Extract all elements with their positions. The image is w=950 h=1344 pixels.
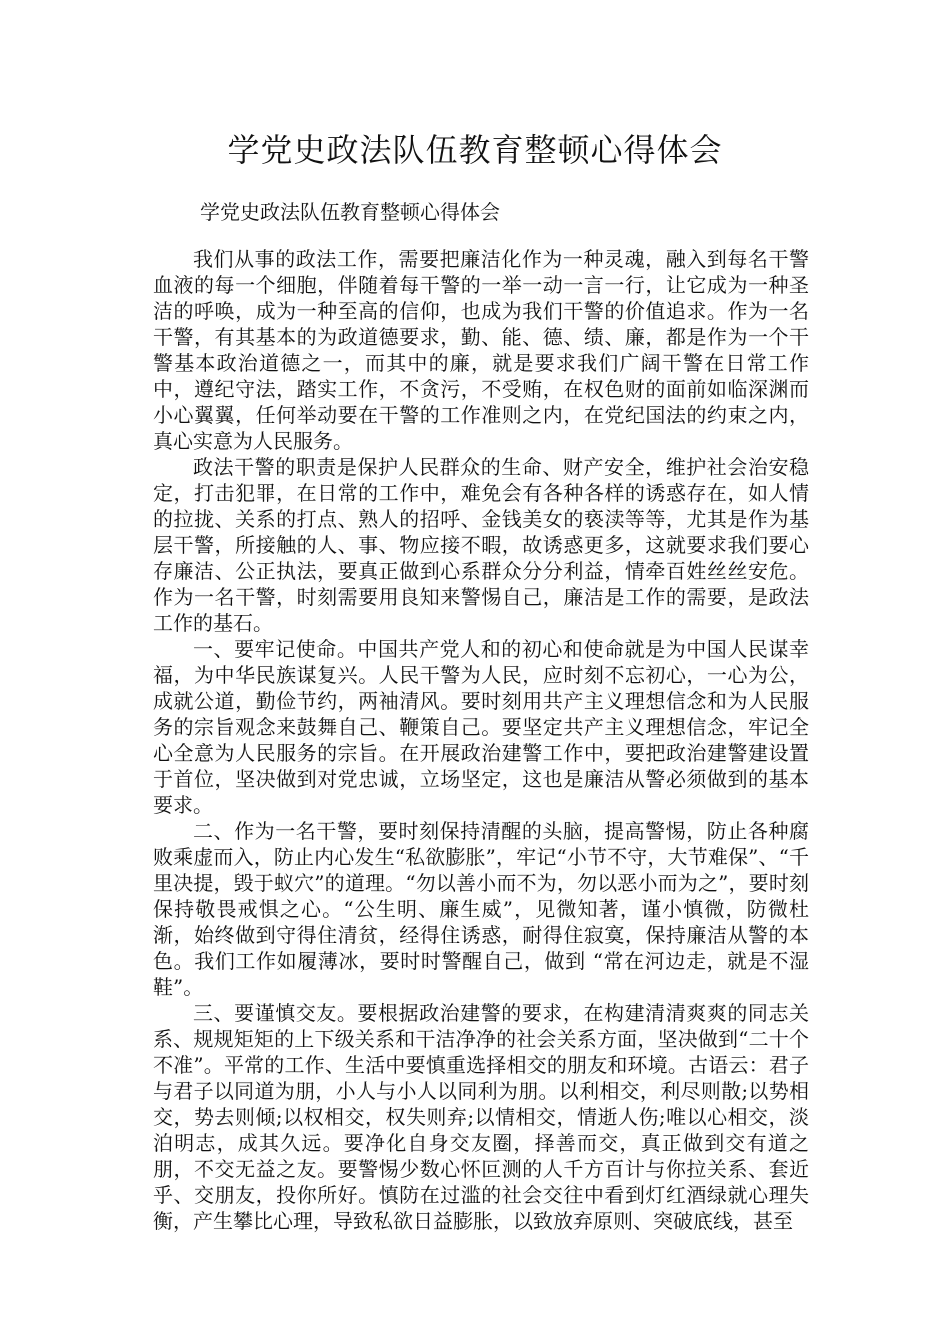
document-title: 学党史政法队伍教育整顿心得体会 <box>227 131 723 169</box>
paragraph: 政法干警的职责是保护人民群众的生命、财产安全，维护社会治安稳定，打击犯罪，在日常的工作中，难免会有各种各样的诱惑存在，如人情的拉拢、关系的打点、熟人的招呼、金钱美女的亵渎等等，尤其是作为基层干警，所接触的人、事、物应接不暇，故诱惑更多，这就要求我们要心存廉洁、公正执法，要真正做到心系群众分分利益，情牵百姓丝丝安危。作为一名干警，时刻需要用良知来警惕自己，廉洁是工作的需要，是政法工作的基石。 <box>153 455 809 635</box>
document-body <box>153 246 809 1234</box>
document-subtitle: 学党史政法队伍教育整顿心得体会 <box>200 200 500 224</box>
paragraph: 二、作为一名干警，要时刻保持清醒的头脑，提高警惕，防止各种腐败乘虚而入，防止内心发生“私欲膨胀”，牢记“小节不守，大节难保”、“千里决提，毁于蚁穴”的道理。“勿以善小而不为，勿以恶小而为之”，要时刻保持敬畏戒惧之心。“公生明、廉生威”，见微知著，谨小慎微，防微杜渐，始终做到守得住清贫，经得住诱惑，耐得住寂寞，保持廉洁从警的本色。我们工作如履薄冰，要时时警醒自己，做到 “常在河边走，就是不湿鞋”。 <box>153 819 809 999</box>
paragraph: 一、要牢记使命。中国共产党人和的初心和使命就是为中国人民谋幸福，为中华民族谋复兴。人民干警为人民，应时刻不忘初心，一心为公，成就公道，勤俭节约，两袖清风。要时刻用共产主义理想信念和为人民服务的宗旨观念来鼓舞自己、鞭策自己。要坚定共产主义理想信念，牢记全心全意为人民服务的宗旨。在开展政治建警工作中，要把政治建警建设置于首位，坚决做到对党忠诚，立场坚定，这也是廉洁从警必须做到的基本要求。 <box>153 637 809 817</box>
paragraph: 我们从事的政法工作，需要把廉洁化作为一种灵魂，融入到每名干警血液的每一个细胞，伴随着每干警的一举一动一言一行，让它成为一种圣洁的呼唤，成为一种至高的信仰，也成为我们干警的价值追求。作为一名干警，有其基本的为政道德要求，勤、能、德、绩、廉，都是作为一个干警基本政治道德之一，而其中的廉，就是要求我们广阔干警在日常工作中，遵纪守法，踏实工作，不贪污，不受贿，在权色财的面前如临深渊而小心翼翼，任何举动要在干警的工作准则之内，在党纪国法的约束之内，真心实意为人民服务。 <box>153 247 809 453</box>
paragraph: 三、要谨慎交友。要根据政治建警的要求，在构建清清爽爽的同志关系、规规矩矩的上下级关系和干洁净净的社会关系方面，坚决做到“二十个不准”。平常的工作、生活中要慎重选择相交的朋友和环境。古语云：君子与君子以同道为朋，小人与小人以同利为朋。以利相交，利尽则散;以势相交，势去则倾;以权相交，权失则弃;以情相交，情逝人伤;唯以心相交，淡泊明志，成其久远。要净化自身交友圈，择善而交，真正做到交有道之朋，不交无益之友。要警惕少数心怀叵测的人千方百计与你拉关系、套近乎、交朋友，投你所好。慎防在过滥的社会交往中看到灯红酒绿就心理失衡，产生攀比心理，导致私欲日益膨胀，以致放弃原则、突破底线，甚至 <box>153 1001 809 1233</box>
